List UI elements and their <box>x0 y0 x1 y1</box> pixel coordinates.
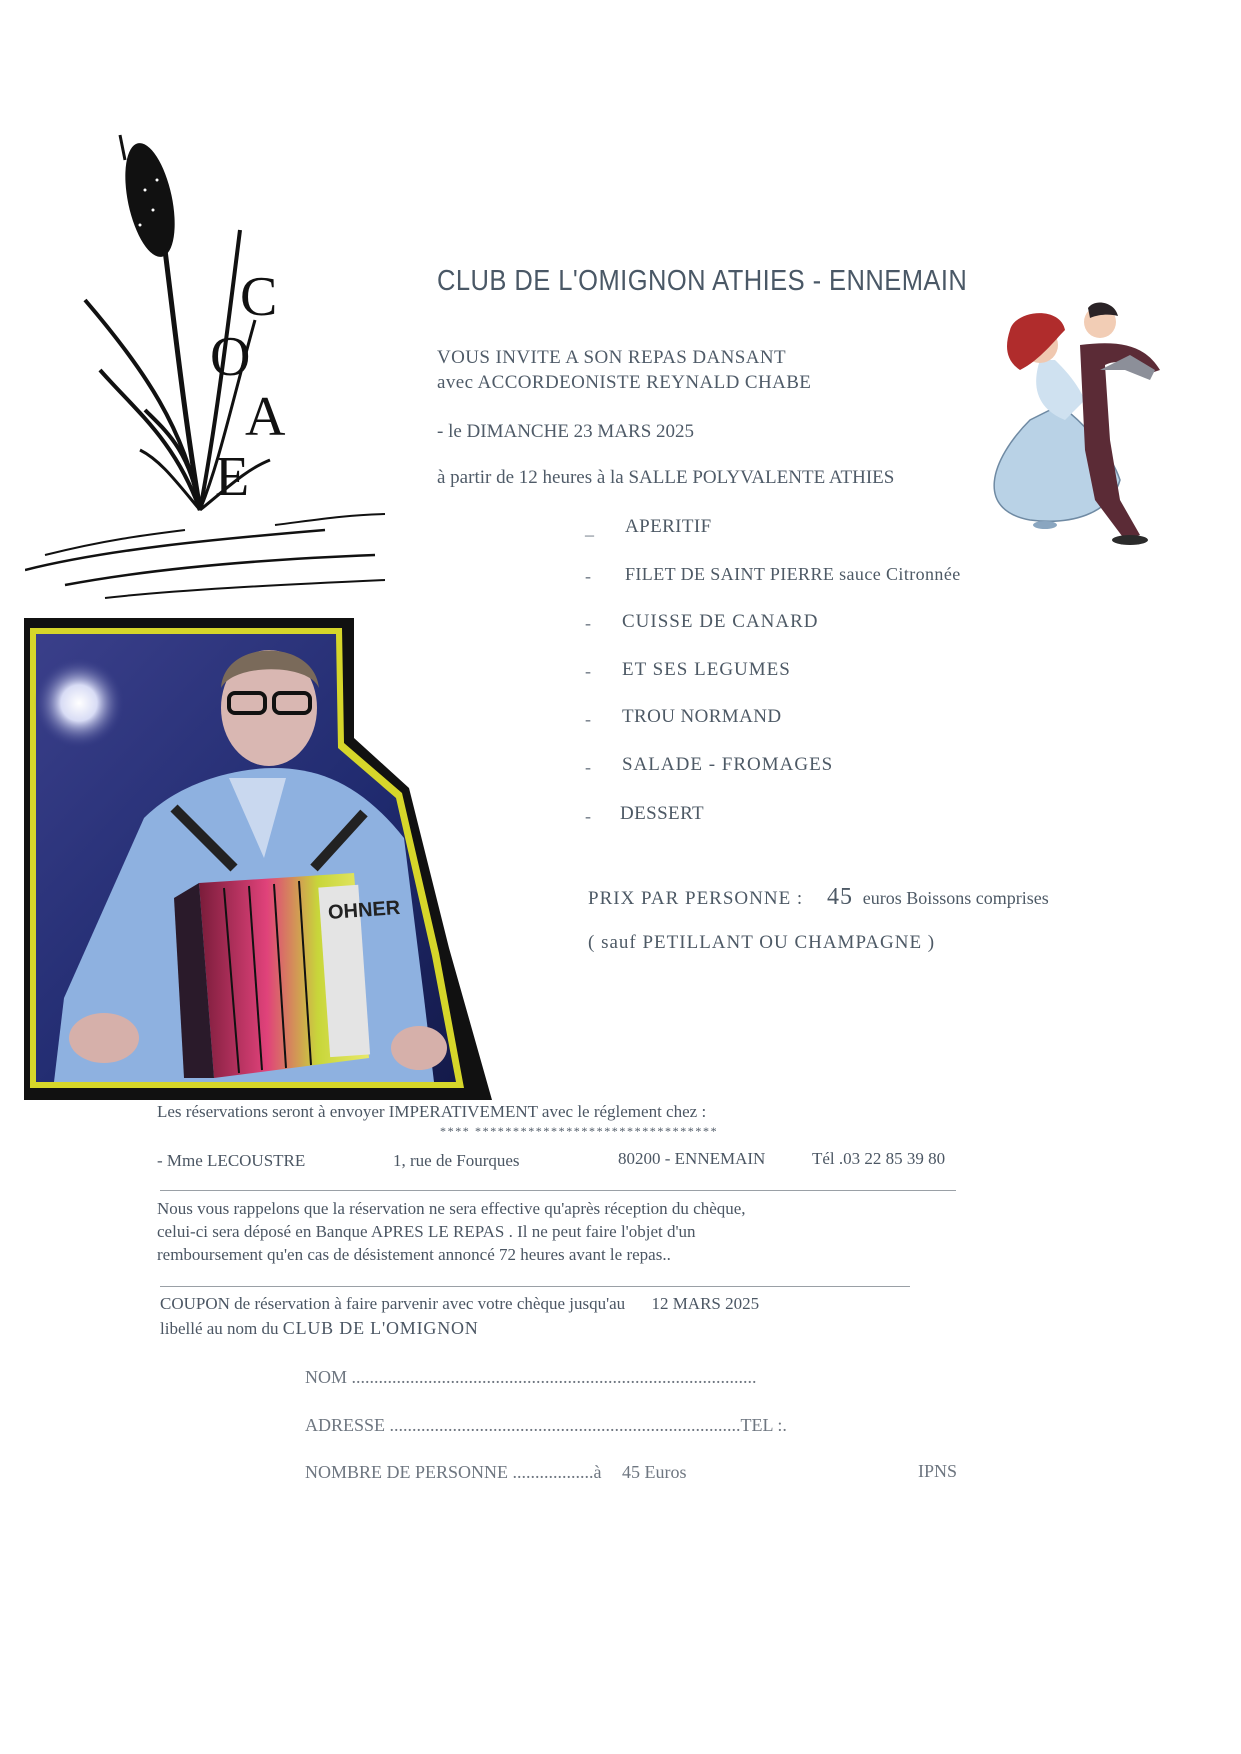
reminder-line-2: celui-ci sera déposé en Banque APRES LE REPAS . Il ne peut faire l'objet d'un <box>157 1222 696 1241</box>
menu-item-aperitif: APERITIF <box>625 516 712 537</box>
menu-dash: - <box>585 757 591 777</box>
invite-line-1: VOUS INVITE A SON REPAS DANSANT <box>437 347 786 368</box>
divider <box>160 1286 910 1287</box>
logo-letter-o: O <box>210 326 251 388</box>
nombre-label: NOMBRE DE PERSONNE ..................à <box>305 1462 602 1482</box>
coupon-instructions: COUPON de réservation à faire parvenir avec votre chèque jusqu'au <box>160 1294 626 1313</box>
coupon-payee-club: CLUB DE L'OMIGNON <box>282 1318 479 1338</box>
unit-price: 45 Euros <box>622 1462 687 1482</box>
price-label: PRIX PAR PERSONNE : <box>588 888 804 909</box>
menu-item-filet: FILET DE SAINT PIERRE sauce Citronnée <box>625 564 961 584</box>
ipns-mention: IPNS <box>918 1461 958 1481</box>
dancing-couple-illustration <box>970 300 1190 555</box>
form-field-nom[interactable]: NOM .......................................................................................... <box>305 1367 757 1387</box>
form-field-nombre-personnes[interactable] <box>305 1462 687 1483</box>
contact-city: 80200 - ENNEMAIN <box>618 1149 766 1168</box>
divider <box>160 1190 956 1191</box>
contact-phone: Tél .03 22 85 39 80 <box>812 1149 946 1168</box>
reminder-line-1: Nous vous rappelons que la réservation ne sera effective qu'après réception du chèque, <box>157 1199 746 1218</box>
invite-line-2: avec ACCORDEONISTE REYNALD CHABE <box>437 372 812 393</box>
menu-item-trou-normand: TROU NORMAND <box>622 706 782 727</box>
reservation-stars: **** ******************************** <box>440 1124 719 1138</box>
menu-dash: _ <box>585 518 594 538</box>
event-date: - le DIMANCHE 23 MARS 2025 <box>437 421 695 442</box>
coupon-payee-prefix: libellé au nom du <box>160 1319 279 1338</box>
reed-icon <box>25 135 385 598</box>
price-line <box>588 884 1049 911</box>
menu-item-legumes: ET SES LEGUMES <box>622 659 791 680</box>
menu-item-canard: CUISSE DE CANARD <box>622 611 819 632</box>
reminder-line-3: remboursement qu'en cas de désistement annoncé 72 heures avant le repas.. <box>157 1245 671 1264</box>
accordion-brand: OHNER <box>327 896 401 924</box>
form-field-adresse-tel[interactable]: ADRESSE ..............................................................................TEL :. <box>305 1415 787 1435</box>
menu-dash: - <box>585 613 591 633</box>
accordionist-photo <box>24 618 492 1100</box>
coupon-line-2 <box>160 1318 479 1339</box>
price-note: ( sauf PETILLANT OU CHAMPAGNE ) <box>588 932 936 953</box>
menu-dash: - <box>585 806 591 826</box>
price-amount: 45 <box>826 884 853 910</box>
logo-letter-e: E <box>215 446 250 508</box>
club-logo <box>25 130 425 610</box>
coupon-line-1 <box>160 1294 759 1314</box>
coupon-deadline: 12 MARS 2025 <box>651 1294 760 1313</box>
contact-name: - Mme LECOUSTRE <box>157 1151 306 1170</box>
menu-item-salade-fromages: SALADE - FROMAGES <box>622 754 834 775</box>
menu-item-dessert: DESSERT <box>620 803 705 824</box>
event-time-place: à partir de 12 heures à la SALLE POLYVALENTE ATHIES <box>437 467 895 488</box>
contact-street: 1, rue de Fourques <box>393 1151 520 1170</box>
menu-dash: - <box>585 661 591 681</box>
page-title: CLUB DE L'OMIGNON ATHIES - ENNEMAIN <box>437 265 968 297</box>
logo-letter-c: C <box>240 266 278 328</box>
logo-letter-a: A <box>245 386 286 448</box>
menu-dash: - <box>585 709 591 729</box>
reservation-intro: Les réservations seront à envoyer IMPERATIVEMENT avec le réglement chez : <box>157 1102 707 1121</box>
price-suffix: euros Boissons comprises <box>862 888 1049 908</box>
menu-dash: - <box>585 566 591 586</box>
